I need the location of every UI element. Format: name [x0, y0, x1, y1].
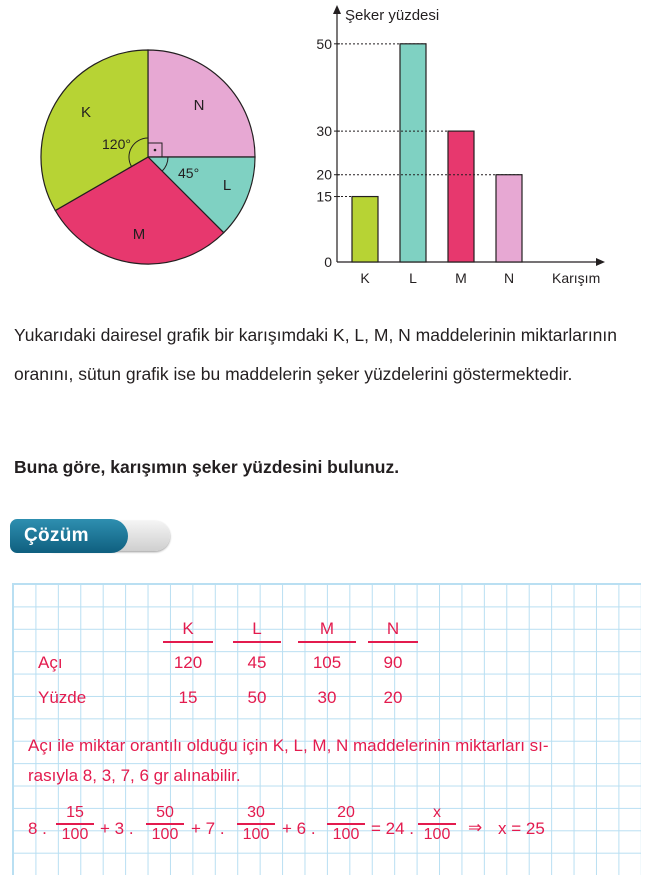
bar-k: [352, 197, 378, 262]
bar-chart: [300, 0, 640, 300]
solution-badge: [10, 517, 170, 555]
x-tick-label: M: [455, 270, 467, 286]
pie-label-m: M: [132, 226, 146, 243]
pie-chart: [0, 0, 300, 300]
eq-result: x = 25: [498, 819, 545, 838]
eq-numerator: 30: [247, 804, 265, 821]
bar-l: [400, 44, 426, 262]
y-tick-label: 0: [324, 254, 332, 270]
eq-denominator: 100: [423, 825, 451, 843]
eq-fraction: [56, 804, 94, 844]
eq-fraction: [146, 804, 184, 844]
y-tick-label: 50: [316, 35, 332, 52]
pie-angle-45: 45°: [178, 165, 200, 181]
solution-text-line-1: Açı ile miktar orantılı olduğu için K, L, M, N maddelerinin miktarları sı-: [28, 736, 549, 755]
implies-arrow-icon: ⇒: [468, 818, 483, 837]
eq-numerator: 20: [337, 804, 355, 821]
eq-fraction: [327, 804, 365, 844]
x-axis-arrow-icon: [596, 258, 605, 266]
x-tick-label: L: [409, 270, 417, 286]
table-cell: 30: [317, 688, 337, 707]
row-label-yuzde: Yüzde: [38, 688, 87, 707]
table-header-m: M: [319, 619, 335, 638]
y-tick-label: 20: [316, 166, 332, 183]
table-header-n: N: [386, 619, 400, 638]
solution-badge-label: Çözüm: [24, 525, 89, 546]
x-axis-label: Karışım: [552, 270, 601, 286]
eq-fraction: [237, 804, 275, 844]
y-axis-label: Şeker yüzdesi: [345, 7, 440, 24]
y-tick-label: 15: [316, 188, 332, 205]
problem-question: Buna göre, karışımın şeker yüzdesini bulunuz.: [14, 457, 400, 477]
solution-text-line-2: rasıyla 8, 3, 7, 6 gr alınabilir.: [28, 766, 241, 785]
pie-label-l: L: [222, 177, 232, 194]
header-underline: [298, 641, 356, 643]
bar-m: [448, 131, 474, 262]
table-cell: 90: [383, 653, 403, 672]
eq-coef-3: + 3 .: [100, 819, 134, 838]
problem-paragraph: Yukarıdaki dairesel grafik bir karışımdaki K, L, M, N maddelerinin miktarlarının oranını, sütun grafik ise bu maddelerin şeker yüzdelerini göstermektedir.: [14, 325, 618, 384]
table-cell: 15: [178, 688, 198, 707]
eq-numerator: x: [433, 804, 441, 821]
eq-equals-24: = 24 .: [371, 819, 415, 838]
table-cell: 50: [247, 688, 267, 707]
eq-numerator: 50: [156, 804, 174, 821]
x-tick-label: K: [360, 270, 370, 286]
pie-angle-120: 120°: [102, 136, 131, 152]
row-label-aci: Açı: [38, 653, 63, 672]
y-axis-arrow-icon: [333, 5, 341, 14]
pie-label-k: K: [80, 104, 92, 121]
bar-n: [496, 175, 522, 262]
table-header-l: L: [252, 619, 262, 638]
eq-numerator: 15: [66, 804, 84, 821]
table-cell: 105: [312, 653, 342, 672]
x-tick-label: N: [503, 270, 515, 286]
table-cell: 20: [383, 688, 403, 707]
pie-label-n: N: [193, 97, 205, 114]
table-cell: 45: [247, 653, 267, 672]
eq-fraction: [418, 804, 456, 844]
eq-denominator: 100: [61, 825, 89, 843]
table-header-k: K: [182, 619, 194, 638]
eq-coef-6: + 6 .: [282, 819, 316, 838]
eq-denominator: 100: [242, 825, 270, 843]
eq-coef-7: + 7 .: [191, 819, 225, 838]
header-underline: [163, 641, 213, 643]
y-tick-label: 30: [316, 123, 332, 140]
eq-denominator: 100: [151, 825, 179, 843]
eq-denominator: 100: [332, 825, 360, 843]
table-cell: 120: [173, 653, 203, 672]
eq-coef-8: 8 .: [28, 819, 47, 838]
header-underline: [368, 641, 418, 643]
header-underline: [233, 641, 281, 643]
